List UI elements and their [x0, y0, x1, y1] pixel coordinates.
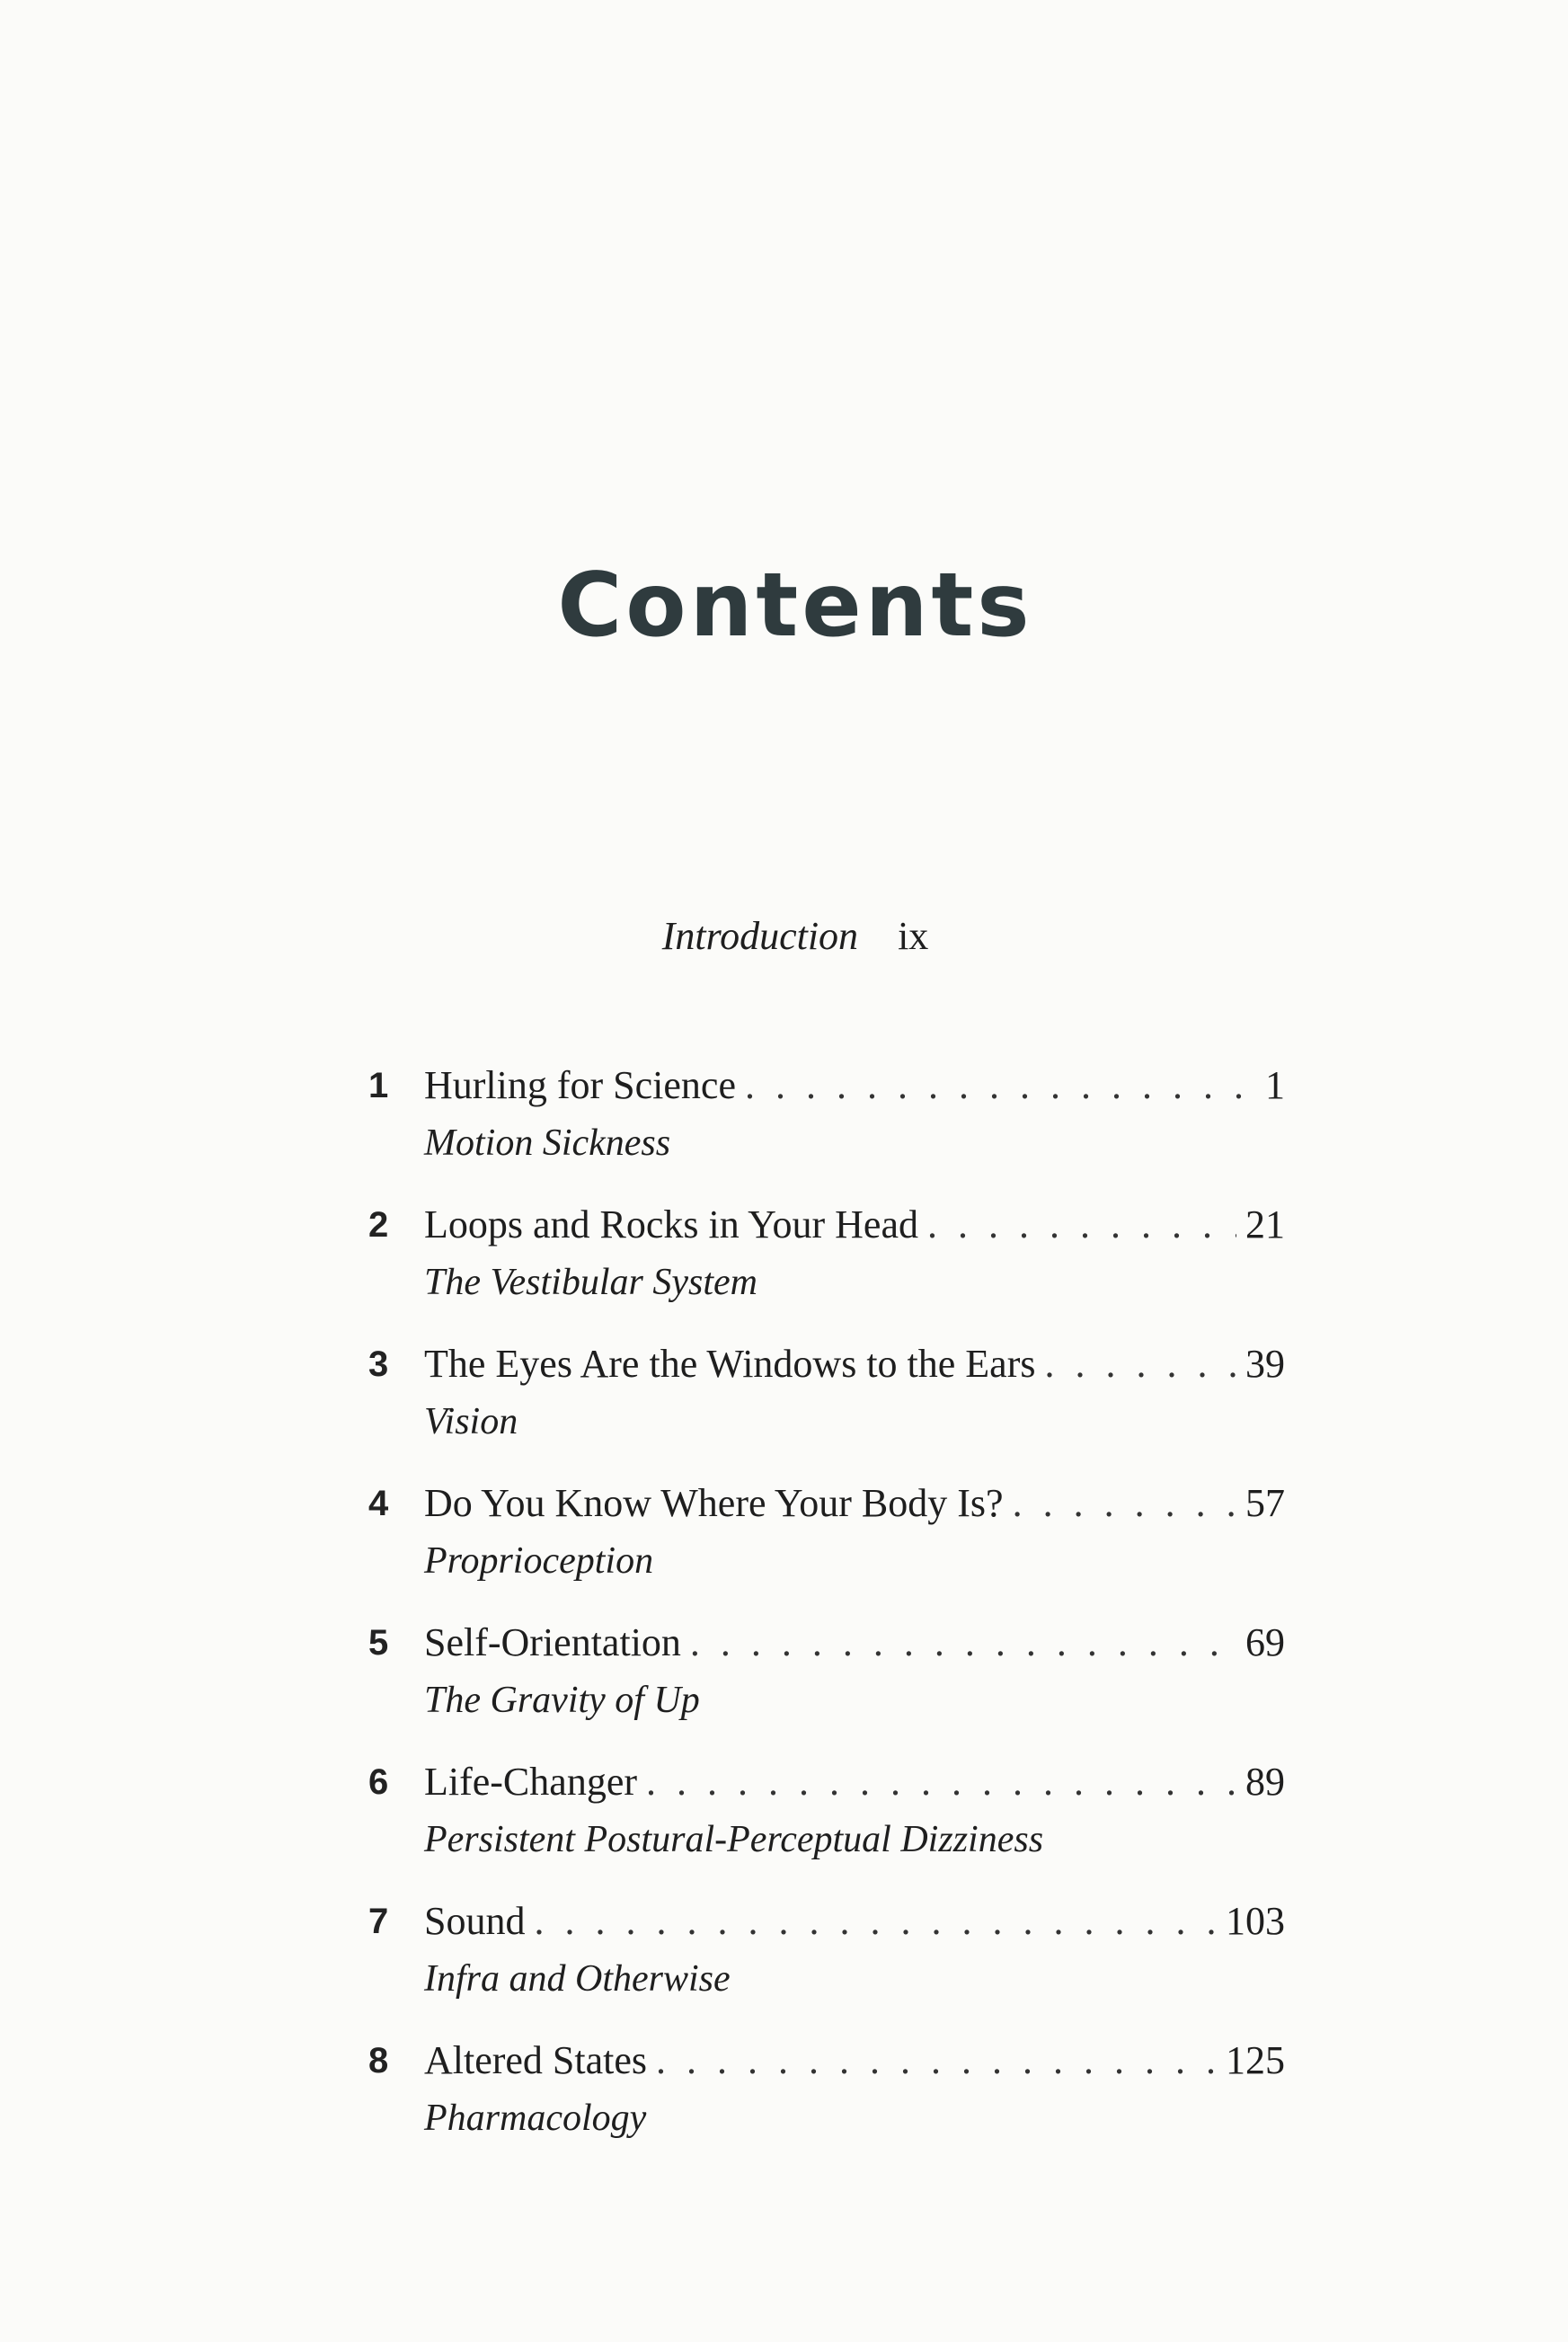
- toc-entry-1: [368, 1060, 1285, 1200]
- chapter-title: Do You Know Where Your Body Is?: [424, 1481, 1004, 1525]
- chapter-number: 5: [368, 1623, 389, 1663]
- chapter-page-number: 89: [1245, 1760, 1285, 1804]
- dot-leader: [690, 1618, 1236, 1668]
- dot-leader: [927, 1200, 1236, 1250]
- toc-entry-7: [368, 1896, 1285, 2036]
- introduction-entry: [0, 914, 1568, 958]
- dot-leader: [534, 1896, 1217, 1947]
- chapter-subtitle: Vision: [424, 1401, 518, 1442]
- chapter-subtitle: The Vestibular System: [424, 1262, 757, 1303]
- toc-entry-5: [368, 1618, 1285, 1757]
- toc-entry-2: [368, 1200, 1285, 1339]
- table-of-contents: [368, 1060, 1285, 2175]
- chapter-subtitle: Infra and Otherwise: [424, 1958, 731, 2000]
- chapter-title-line: [424, 1618, 1285, 1668]
- chapter-title: The Eyes Are the Windows to the Ears: [424, 1342, 1036, 1386]
- chapter-title: Altered States: [424, 2038, 648, 2082]
- chapter-page-number: 57: [1245, 1481, 1285, 1525]
- chapter-page-number: 103: [1226, 1899, 1285, 1943]
- chapter-title: Self-Orientation: [424, 1620, 681, 1664]
- chapter-title-line: [424, 2036, 1285, 2086]
- dot-leader: [646, 1757, 1236, 1807]
- chapter-number: 6: [368, 1762, 389, 1802]
- page-title: Contents: [557, 554, 1033, 657]
- chapter-title: Sound: [424, 1899, 526, 1943]
- chapter-title-line: [424, 1478, 1285, 1529]
- chapter-page-number: 1: [1265, 1063, 1285, 1107]
- dot-leader: [1044, 1339, 1236, 1389]
- chapter-number: 2: [368, 1205, 389, 1245]
- chapter-number: 8: [368, 2041, 389, 2080]
- toc-entry-6: [368, 1757, 1285, 1896]
- chapter-page-number: 125: [1226, 2038, 1285, 2082]
- dot-leader: [745, 1060, 1256, 1111]
- dot-leader: [656, 2036, 1217, 2086]
- toc-entry-4: [368, 1478, 1285, 1618]
- chapter-number: 7: [368, 1902, 389, 1941]
- chapter-title-line: [424, 1060, 1285, 1111]
- toc-entry-8: [368, 2036, 1285, 2175]
- chapter-number: 1: [368, 1066, 389, 1105]
- chapter-subtitle: Proprioception: [424, 1540, 654, 1582]
- chapter-page-number: 21: [1245, 1202, 1285, 1246]
- chapter-number: 4: [368, 1484, 389, 1523]
- chapter-title: Hurling for Science: [424, 1063, 736, 1107]
- chapter-page-number: 39: [1245, 1342, 1285, 1386]
- introduction-page-number: ix: [898, 914, 929, 958]
- chapter-title-line: [424, 1339, 1285, 1389]
- dot-leader: [1013, 1478, 1236, 1529]
- chapter-subtitle: The Gravity of Up: [424, 1680, 700, 1721]
- chapter-title: Loops and Rocks in Your Head: [424, 1202, 918, 1246]
- chapter-title-line: [424, 1200, 1285, 1250]
- chapter-subtitle: Pharmacology: [424, 2098, 647, 2139]
- chapter-number: 3: [368, 1344, 389, 1384]
- toc-entry-3: [368, 1339, 1285, 1478]
- introduction-label: Introduction: [661, 914, 859, 958]
- chapter-title-line: [424, 1896, 1285, 1947]
- chapter-title: Life-Changer: [424, 1760, 637, 1804]
- chapter-subtitle: Persistent Postural-Perceptual Dizziness: [424, 1819, 1044, 1860]
- chapter-title-line: [424, 1757, 1285, 1807]
- chapter-page-number: 69: [1245, 1620, 1285, 1664]
- chapter-subtitle: Motion Sickness: [424, 1122, 671, 1164]
